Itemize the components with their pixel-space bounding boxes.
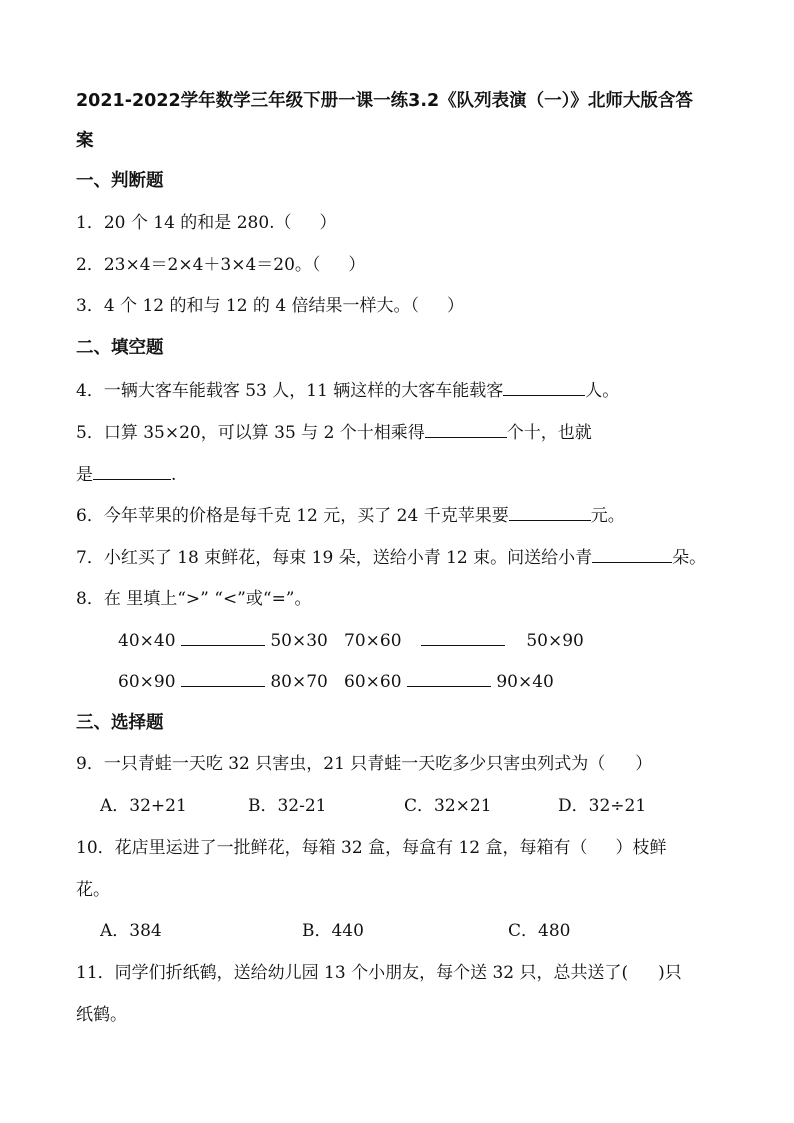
question-5-continued bbox=[76, 463, 176, 486]
question-9-close: ） bbox=[635, 754, 653, 774]
question-10-text: 10．花店里运进了一批鲜花，每箱 32 盒，每盒有 12 盒，每箱有（ bbox=[76, 838, 588, 858]
section-heading-fill: 二、填空题 bbox=[76, 338, 164, 358]
answer-blank-7[interactable] bbox=[592, 546, 672, 563]
question-7-text: 7．小红买了 18 束鲜花，每束 19 朵，送给小青 12 束。问送给小青 bbox=[76, 548, 593, 568]
q9-option-d[interactable]: D．32÷21 bbox=[558, 796, 647, 816]
question-11-text: 11．同学们折纸鹤，送给幼儿园 13 个小朋友，每个送 32 只，总共送了( bbox=[76, 963, 629, 983]
question-7-post: 朵。 bbox=[672, 548, 707, 568]
question-6-text: 6．今年苹果的价格是每千克 12 元，买了 24 千克苹果要 bbox=[76, 506, 509, 526]
question-11-post: )只 bbox=[658, 963, 682, 983]
q9-option-a[interactable]: A．32+21 bbox=[100, 796, 187, 816]
question-5-line2-post: . bbox=[171, 465, 177, 485]
compare-left-1: 40×40 bbox=[118, 631, 176, 651]
q10-option-a[interactable]: A．384 bbox=[100, 921, 162, 941]
question-11 bbox=[76, 962, 682, 984]
question-3 bbox=[76, 295, 464, 317]
question-1 bbox=[76, 212, 337, 234]
compare-blank-3[interactable] bbox=[181, 670, 265, 687]
answer-blank-4[interactable] bbox=[503, 379, 585, 396]
compare-left-2: 70×60 bbox=[344, 631, 402, 651]
question-1-close: ） bbox=[319, 213, 337, 233]
answer-blank-5b[interactable] bbox=[93, 463, 171, 480]
question-5 bbox=[76, 421, 592, 444]
compare-item-3 bbox=[118, 670, 328, 693]
question-1-text: 1．20 个 14 的和是 280.（ bbox=[76, 213, 292, 233]
compare-right-2: 50×90 bbox=[526, 631, 584, 651]
question-10-continued: 花。 bbox=[76, 880, 110, 900]
compare-item-2 bbox=[344, 629, 584, 652]
answer-blank-5a[interactable] bbox=[425, 421, 507, 438]
question-6 bbox=[76, 504, 625, 527]
compare-item-1 bbox=[118, 629, 328, 652]
question-6-post: 元。 bbox=[590, 506, 625, 526]
question-3-close: ） bbox=[447, 296, 465, 316]
compare-left-4: 60×60 bbox=[344, 672, 402, 692]
q9-option-b[interactable]: B．32-21 bbox=[248, 796, 327, 816]
compare-right-3: 80×70 bbox=[270, 672, 328, 692]
question-5-post: 个十，也就 bbox=[506, 423, 592, 443]
question-9 bbox=[76, 753, 652, 775]
q9-option-c[interactable]: C．32×21 bbox=[404, 796, 492, 816]
document-title-line-1: 2021-2022学年数学三年级下册一课一练3.2《队列表演（一）》北师大版含答 bbox=[76, 91, 693, 111]
compare-blank-2[interactable] bbox=[421, 629, 505, 646]
section-heading-choice: 三、选择题 bbox=[76, 713, 164, 733]
question-2-close: ） bbox=[348, 255, 366, 275]
document-title-line-2: 案 bbox=[76, 131, 94, 151]
question-9-text: 9．一只青蛙一天吃 32 只害虫，21 只青蛙一天吃多少只害虫列式为（ bbox=[76, 754, 606, 774]
compare-item-4 bbox=[344, 670, 554, 693]
question-10 bbox=[76, 837, 667, 859]
question-4 bbox=[76, 379, 619, 402]
question-2 bbox=[76, 254, 365, 276]
compare-blank-1[interactable] bbox=[181, 629, 265, 646]
question-5-text: 5．口算 35×20，可以算 35 与 2 个十相乘得 bbox=[76, 423, 425, 443]
question-8: 8．在 里填上“>” “<”或“=”。 bbox=[76, 589, 312, 609]
section-heading-judge: 一、判断题 bbox=[76, 171, 164, 191]
compare-blank-4[interactable] bbox=[407, 670, 491, 687]
q10-option-c[interactable]: C．480 bbox=[508, 921, 571, 941]
compare-right-4: 90×40 bbox=[496, 672, 554, 692]
compare-right-1: 50×30 bbox=[270, 631, 328, 651]
answer-blank-6[interactable] bbox=[509, 504, 591, 521]
question-4-post: 人。 bbox=[585, 381, 620, 401]
question-11-continued: 纸鹤。 bbox=[76, 1005, 127, 1025]
question-7 bbox=[76, 546, 706, 569]
question-2-text: 2．23×4＝2×4＋3×4＝20。（ bbox=[76, 255, 321, 275]
question-5-line2-pre: 是 bbox=[76, 465, 93, 485]
question-4-text: 4．一辆大客车能载客 53 人，11 辆这样的大客车能载客 bbox=[76, 381, 504, 401]
compare-left-3: 60×90 bbox=[118, 672, 176, 692]
question-10-post: ）枝鲜 bbox=[615, 838, 667, 858]
q10-option-b[interactable]: B．440 bbox=[302, 921, 364, 941]
question-3-text: 3．4 个 12 的和与 12 的 4 倍结果一样大。（ bbox=[76, 296, 420, 316]
